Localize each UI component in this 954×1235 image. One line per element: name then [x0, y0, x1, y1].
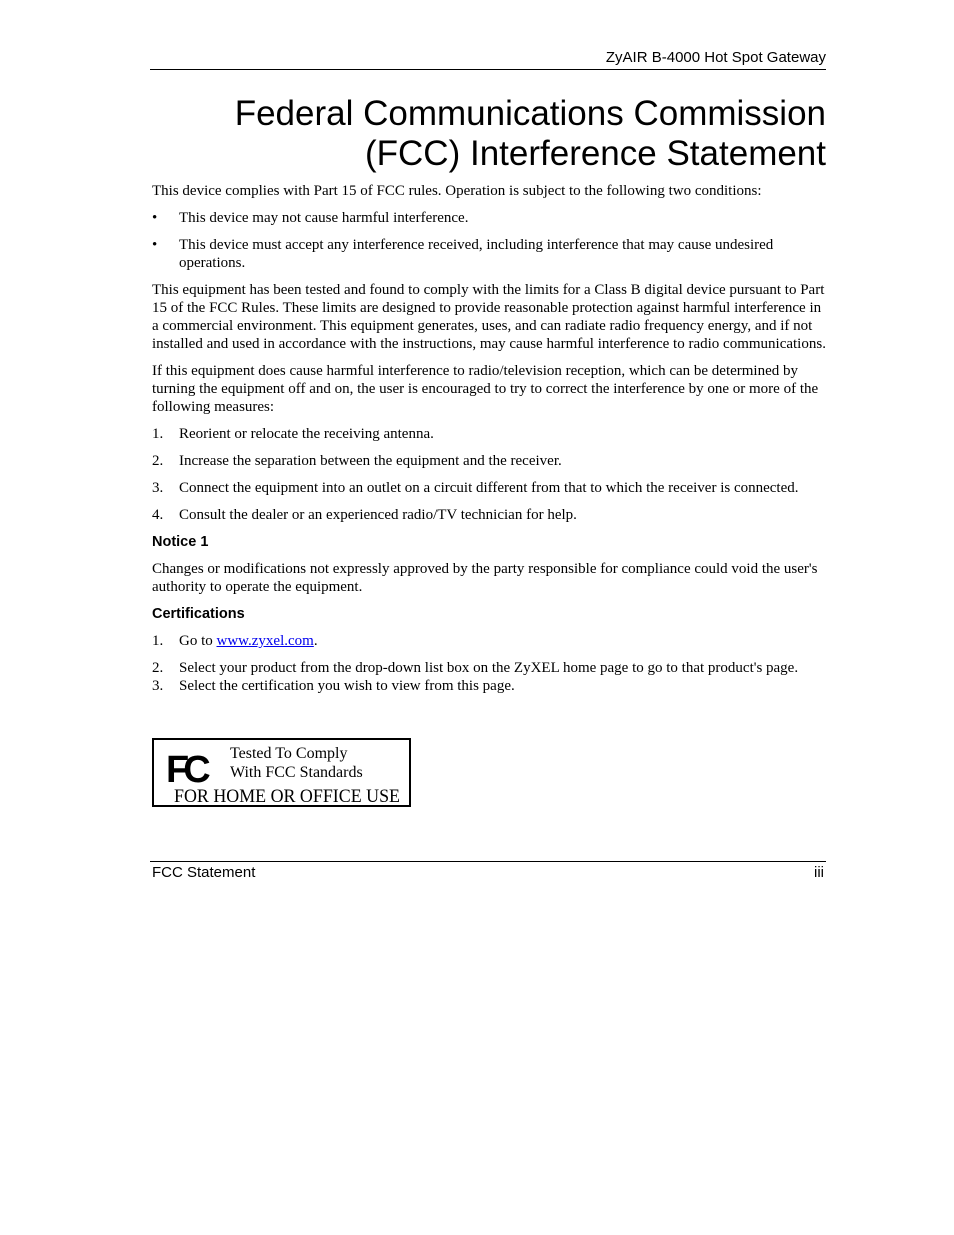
bullet-icon: •	[152, 210, 158, 226]
certification-step	[152, 632, 828, 650]
measure-item	[152, 425, 828, 443]
measure-number: 3.	[152, 480, 164, 496]
fcc-logo-line-1: Tested To Comply	[230, 745, 348, 762]
fcc-mark-icon: FC	[166, 749, 205, 791]
step-prefix: Go to	[179, 633, 217, 649]
title-line-2: (FCC) Interference Statement	[365, 134, 826, 173]
bullet-icon: •	[152, 237, 158, 253]
certification-step	[152, 677, 828, 695]
fcc-logo-line-2: With FCC Standards	[230, 764, 363, 781]
page-footer	[150, 861, 826, 884]
step-text	[179, 632, 828, 650]
condition-text: This device must accept any interference received, including interference that may cause undesired operations.	[179, 237, 774, 271]
step-text: Select your product from the drop-down list box on the ZyXEL home page to go to that product's page.	[179, 660, 799, 676]
step-text: Select the certification you wish to view from this page.	[179, 678, 515, 694]
measure-item	[152, 506, 828, 524]
measure-text: Reorient or relocate the receiving antenna.	[179, 426, 434, 442]
measure-text: Increase the separation between the equipment and the receiver.	[179, 453, 562, 469]
intro-paragraph: This device complies with Part 15 of FCC rules. Operation is subject to the following two conditions:	[152, 183, 762, 199]
measure-text: Connect the equipment into an outlet on a circuit different from that to which the receiver is connected.	[179, 480, 799, 496]
page-title	[150, 94, 826, 174]
condition-text: This device may not cause harmful interference.	[179, 210, 469, 226]
title-line-1: Federal Communications Commission	[234, 94, 826, 133]
measure-number: 1.	[152, 426, 164, 442]
step-number: 1.	[152, 633, 164, 649]
footer-page-number: iii	[814, 864, 824, 881]
step-number: 3.	[152, 678, 164, 694]
page-header	[150, 49, 826, 70]
notice-text: Changes or modifications not expressly approved by the party responsible for compliance could void the user's authority to operate the equipment.	[152, 561, 818, 595]
measure-text: Consult the dealer or an experienced radio/TV technician for help.	[179, 507, 577, 523]
zyxel-website-link[interactable]: www.zyxel.com	[216, 633, 314, 649]
footer-section-name: FCC Statement	[152, 864, 256, 881]
condition-item	[152, 236, 828, 272]
compliance-paragraph: This equipment has been tested and found to comply with the limits for a Class B digital device pursuant to Part 15 of the FCC Rules. These limits are designed to provide reasonable protection against harmful interference in a commercial environment. This equipment generates, uses, and can radiate radio frequency energy, and if not installed and used in accordance with the instructions, may cause harmful interference to radio communications.	[152, 282, 826, 352]
measure-item	[152, 452, 828, 470]
fcc-compliance-logo	[152, 738, 411, 807]
main-content	[152, 182, 828, 704]
fcc-logo-graphic	[154, 740, 409, 805]
notice-heading: Notice 1	[152, 534, 209, 550]
certifications-heading: Certifications	[152, 606, 245, 622]
interference-paragraph: If this equipment does cause harmful interference to radio/television reception, which can be determined by turning the equipment off and on, the user is encouraged to try to correct the interference by one or more of the following measures:	[152, 363, 819, 415]
measure-number: 2.	[152, 453, 164, 469]
measure-item	[152, 479, 828, 497]
measure-number: 4.	[152, 507, 164, 523]
step-number: 2.	[152, 660, 164, 676]
header-product-name: ZyAIR B-4000 Hot Spot Gateway	[605, 49, 826, 66]
certification-step	[152, 659, 828, 677]
condition-item	[152, 209, 828, 227]
step-suffix: .	[313, 633, 318, 649]
fcc-logo-line-3: FOR HOME OR OFFICE USE	[174, 786, 400, 805]
